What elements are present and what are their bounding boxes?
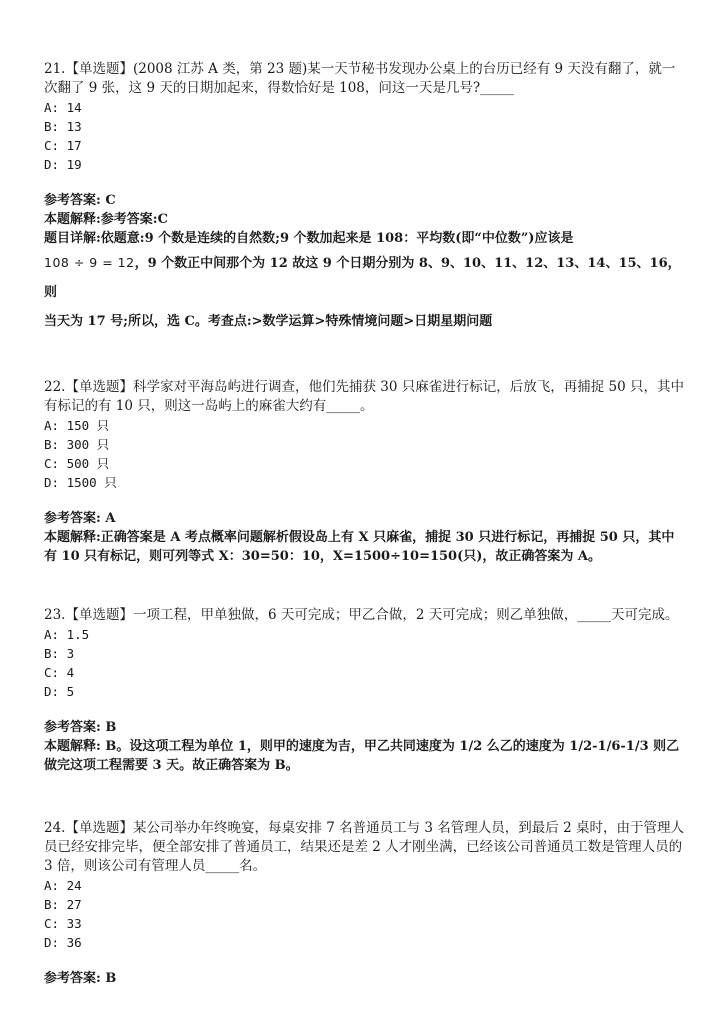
question-text: 24.【单选题】某公司举办年终晚宴，每桌安排 7 名普通员工与 3 名管理人员，到最后 2 桌时，由于管理人员已经安排完毕，便全部安排了普通员工，结果还是差 2 人才刚坐满，已经该公司普通员工数是管理人员的 3 倍，则该公司有管理人员_____名。 [44, 820, 684, 874]
reference-answer: 参考答案: C [44, 193, 116, 208]
reference-answer: 参考答案: B [44, 971, 117, 986]
question-24 [44, 819, 684, 952]
option-d: D: 19 [44, 157, 82, 172]
explanation-text: ，9 个数正中间那个为 12 故这 9 个日期分别为 8、9、10、11、12、13、14、15、16，则 [44, 256, 681, 300]
option-d: D: 5 [44, 684, 75, 699]
reference-answer: 参考答案: A [44, 511, 116, 526]
question-text: 23.【单选题】一项工程，甲单独做，6 天可完成；甲乙合做，2 天可完成；则乙单独做，_____天可完成。 [44, 607, 679, 623]
option-list [44, 416, 684, 492]
explanation-line: 题目详解:依题意:9 个数是连续的自然数;9 个数加起来是 108：平均数(即“中位数”)应该是 [44, 231, 574, 246]
option-a: A: 24 [44, 878, 82, 893]
option-list [44, 876, 684, 952]
question-21 [44, 60, 684, 174]
option-a: A: 14 [44, 100, 82, 115]
option-list [44, 625, 684, 701]
answer-block-24 [44, 969, 684, 988]
question-text: 21.【单选题】(2008 江苏 A 类，第 23 题)某一天节秘书发现办公桌上的台历已经有 9 天没有翻了，就一次翻了 9 张，这 9 天的日期加起来，得数恰好是 108，问这一天是几号?_____ [44, 61, 676, 96]
explanation-line: 本题解释:参考答案:C [44, 212, 168, 227]
option-b: B: 13 [44, 119, 82, 134]
question-23 [44, 606, 684, 701]
option-a: A: 1.5 [44, 627, 90, 642]
option-d: D: 36 [44, 935, 82, 950]
option-a: A: 150 只 [44, 418, 110, 433]
question-text: 22.【单选题】科学家对平海岛屿进行调查，他们先捕获 30 只麻雀进行标记，后放飞，再捕捉 50 只，其中有标记的有 10 只，则这一岛屿上的麻雀大约有_____。 [44, 379, 684, 414]
option-c: C: 500 只 [44, 456, 110, 471]
explanation-line [44, 248, 684, 307]
option-b: B: 3 [44, 646, 75, 661]
option-list [44, 98, 684, 174]
explanation-line: 本题解释:正确答案是 A 考点概率问题解析假设岛上有 X 只麻雀，捕捉 30 只进行标记，再捕捉 50 只，其中有 10 只有标记，则可列等式 X：30=50：10，X=1500÷10=150(只)，故正确答案为 A。 [44, 530, 675, 564]
option-d: D: 1500 只 [44, 475, 117, 490]
option-b: B: 27 [44, 897, 82, 912]
answer-block-22 [44, 509, 684, 566]
document-page [44, 60, 684, 988]
option-c: C: 33 [44, 916, 82, 931]
question-22 [44, 378, 684, 492]
explanation-line: 本题解释: B。设这项工程为单位 1，则甲的速度为吉，甲乙共同速度为 1/2 么乙的速度为 1/2-1/6-1/3 则乙做完这项工程需要 3 天。故正确答案为 B。 [44, 739, 680, 773]
option-c: C: 17 [44, 138, 82, 153]
explanation-line: 当天为 17 号;所以，选 C。考查点:>数学运算>特殊情境问题>日期星期问题 [44, 314, 493, 329]
answer-block-23 [44, 718, 684, 775]
formula: 108 ÷ 9 = 12 [44, 255, 135, 270]
option-c: C: 4 [44, 665, 75, 680]
option-b: B: 300 只 [44, 437, 110, 452]
reference-answer: 参考答案: B [44, 720, 117, 735]
answer-block-21 [44, 191, 684, 336]
